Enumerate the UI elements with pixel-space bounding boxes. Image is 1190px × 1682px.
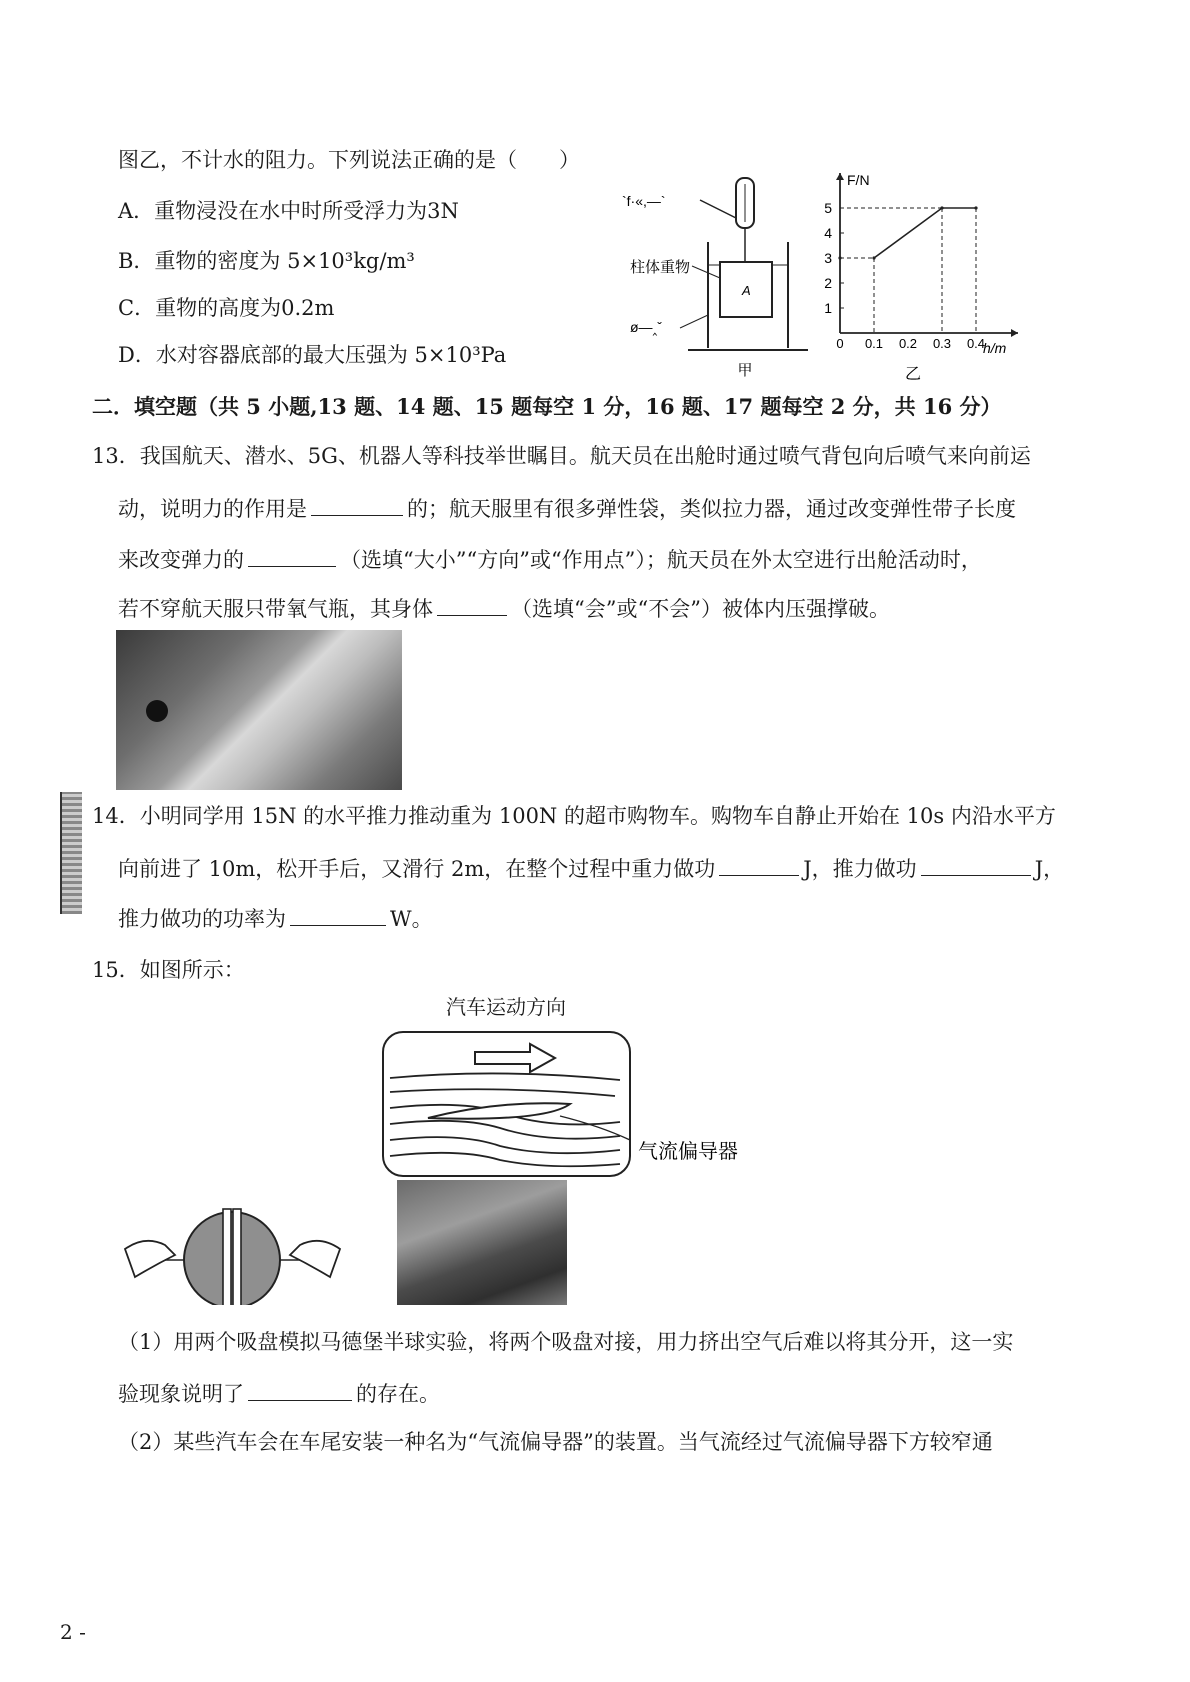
chart-y-tick-label: 3	[824, 250, 832, 266]
page-number: 2 -	[60, 1620, 86, 1644]
chart-point	[974, 206, 977, 209]
q12-option-b: B．重物的密度为 5×10³kg/m³	[118, 249, 415, 273]
q14-line3: 推力做功的功率为 W。	[118, 907, 433, 931]
madgeburg-spheres	[184, 1212, 280, 1305]
chart-x-tick-label: 0.1	[864, 336, 884, 351]
car-direction-title: 汽车运动方向	[446, 995, 566, 1019]
q14-line1: 14．小明同学用 15N 的水平推力推动重为 100N 的超市购物车。购物车自静止开始在 10s 内沿水平方	[92, 804, 1056, 828]
q14-blank-3[interactable]	[290, 907, 386, 926]
chart-ylabel: F/N	[847, 172, 870, 188]
q13-line1: 13．我国航天、潜水、5G、机器人等科技举世瞩目。航天员在出舱时通过喷气背包向后喷气来向前运	[92, 444, 1031, 468]
chart-y-tick-label: 5	[824, 200, 832, 216]
chart-point	[838, 256, 841, 259]
chart-x-tick-label: 0.3	[932, 336, 952, 351]
q15-sub1-line2: 验现象说明了 的存在。	[118, 1382, 440, 1406]
q12-option-a: A．重物浸没在水中时所受浮力为3N	[118, 199, 459, 223]
chart-x-tick-label: 0.2	[898, 336, 918, 351]
chart-y-tick-label: 4	[824, 225, 832, 241]
q12-stem: 图乙，不计水的阻力。下列说法正确的是（ ）	[118, 148, 580, 172]
binding-strip	[60, 792, 82, 914]
q14-blank-1[interactable]	[719, 857, 799, 876]
fig-jia-weight-label: 柱体重物	[630, 259, 691, 276]
fig-jia-top-label: `f·«,—`	[622, 193, 666, 209]
q14-line2: 向前进了 10m，松开手后，又滑行 2m，在整个过程中重力做功 J，推力做功 J，	[118, 857, 1065, 881]
q13-line4: 若不穿航天服只带氧气瓶，其身体 （选填“会”或“不会”）被体内压强撑破。	[118, 597, 890, 621]
chart-y-tick-label: 2	[824, 275, 832, 291]
suction-cup-diagram	[115, 1205, 350, 1305]
q14-blank-2[interactable]	[921, 857, 1031, 876]
left-hand-icon	[125, 1241, 175, 1277]
right-hand-icon	[290, 1241, 340, 1277]
q15-sub1-line1: （1）用两个吸盘模拟马德堡半球实验，将两个吸盘对接，用力挤出空气后难以将其分开，这一实	[118, 1330, 1014, 1354]
q15-sub2: （2）某些汽车会在车尾安装一种名为“气流偏导器”的装置。当气流经过气流偏导器下方较窄通	[118, 1430, 993, 1454]
astronaut-photo	[116, 630, 402, 790]
q15-intro: 15．如图所示：	[92, 958, 245, 982]
q12-option-d: D．水对容器底部的最大压强为 5×10³Pa	[118, 343, 507, 367]
chart-point	[940, 206, 943, 209]
chart-y-arrow	[836, 173, 844, 180]
fig-jia-a-label: A	[742, 283, 751, 298]
q13-line2: 动，说明力的作用是 的；航天服里有很多弹性袋，类似拉力器，通过改变弹性带子长度	[118, 497, 1016, 521]
chart-series-line	[874, 208, 976, 258]
chart-point	[872, 256, 875, 259]
fig-yi-caption: 乙	[904, 366, 922, 383]
chart-x-arrow	[1011, 329, 1018, 337]
q13-blank-3[interactable]	[437, 597, 507, 616]
q13-blank-1[interactable]	[311, 497, 403, 516]
q15-blank-1[interactable]	[248, 1382, 352, 1401]
airflow-diagram	[380, 1030, 760, 1180]
figure-yi-chart	[815, 165, 1055, 390]
fig-jia-caption: 甲	[737, 362, 753, 379]
fig-jia-bottom-label: ø—‸ˇ	[630, 319, 662, 335]
chart-xlabel: h/m	[983, 340, 1007, 356]
chart-x-tick-label: 0	[836, 336, 844, 351]
car-spoiler-photo	[397, 1180, 567, 1305]
section2-heading: 二．填空题（共 5 小题,13 题、14 题、15 题每空 1 分，16 题、17 题每空 2 分，共 16 分）	[92, 394, 1002, 419]
q12-option-c: C．重物的高度为0.2m	[118, 296, 335, 320]
chart-x-tick-label: 0.4	[966, 336, 986, 351]
figure-jia	[620, 170, 820, 385]
chart-y-tick-label: 1	[824, 300, 832, 316]
deflector-label: 气流偏导器	[638, 1141, 738, 1163]
q13-blank-2[interactable]	[248, 548, 336, 567]
helmet-dark-spot	[146, 700, 168, 722]
q13-line3: 来改变弹力的 （选填“大小”“方向”或“作用点”）；航天员在外太空进行出舱活动时，	[118, 548, 982, 572]
